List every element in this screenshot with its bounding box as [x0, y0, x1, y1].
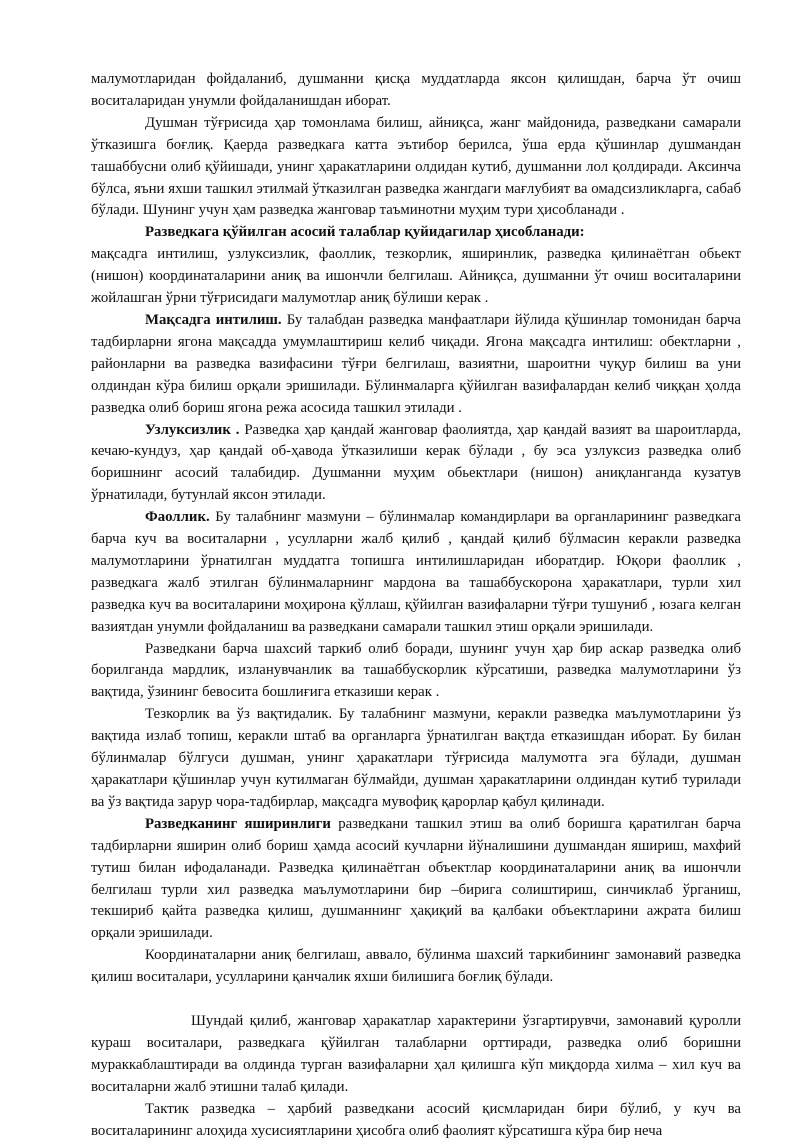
- activity-text: Бу талабнинг мазмуни – бўлинмалар командирлари ва органларининг разведкага барча куч ва воситаларни , усулларни жалб қилиб , қандай қилиб бўлмасин керакли разведка малумотларини ўрнатилган муддатга топишга интилишларидан иборатдир. Юқори фаоллик , разведкага жалб этилган бўлинмаларнинг мардона ва ташаббускорона ҳаракатлари, турли хил разведка куч ва воситаларини моҳирона қўллаш, қўйилган вазифаларни тўғри тушуниб , юзага келган вазиятдан унумли фойдаланиш ва разведкани самарали ташкил этиш орқали эришилади.: [91, 509, 741, 635]
- requirements-heading: Разведкага қўйилган асосий талаблар қуйидагилар ҳисобланади:: [145, 224, 585, 241]
- paragraph-10: Координаталарни аниқ белгилаш, аввало, бўлинма шахсий таркибининг замонавий разведка қилиш воситалари, усулларини қанчалик яхши билишига боғлиқ бўлади.: [91, 947, 741, 986]
- continuity-term: Узлуксизлик .: [145, 421, 240, 438]
- requirements-list: мақсадга интилиш, узлуксизлик, фаоллик, тезкорлик, яширинлик, разведка қилинаётган обьект (нишон) координаталарини аниқ ва ишончли белгилаш. Айниқса, душманни ўт очиш воситаларини жойлашган ўрни тўғрисидаги малумотлар аниқ бўлиши керак .: [91, 246, 741, 307]
- paragraph-1: малумотларидан фойдаланиб, душманни қисқа муддатларда яксон қилишдан, барча ўт очиш воситаларидан унумли фойдаланишдан иборат.: [91, 71, 741, 109]
- continuity-text: Разведка ҳар қандай жанговар фаолиятда, ҳар қандай вазият ва шароитларда, кечаю-кундуз, ҳар қандай об-ҳавода ўтказилиши керак бўлади , бу эса узлуксиз разведка олиб боришнинг асосий талабидир. Душманни муҳим обьектлари (нишон) аниқланганда кузатув ўрнатилади, бутунлай яксон этилади.: [91, 421, 741, 504]
- secrecy-text: разведкани ташкил этиш ва олиб боришга қаратилган барча тадбирларни яширин олиб бориш ҳамда асосий кучларни йўналишини душмандан яшириш, махфий тутиш билан ифодаланади. Разведка қилинаётган объектлар координаталарини аниқ ва ишончли белгилаш турли хил разведка маълумотларини бир –бирига солиштириш, синчиклаб ўрганиш, текшириб қайта разведка қилиш, душманнинг ҳақиқий ва қалбаки объектларини ажрата билиш орқали эришилади.: [91, 815, 741, 942]
- paragraph-6: [91, 507, 741, 638]
- paragraph-5: [91, 420, 741, 508]
- paragraph-7: Разведкани барча шахсий таркиб олиб боради, шунинг учун ҳар бир аскар разведка олиб борилганда мардлик, изланувчанлик ва ташаббускорлик кўрсатиши, разведка малумотларини ўз вақтида, ўзининг бевосита бошлиғига етказиши керак .: [91, 640, 741, 701]
- document-page: [91, 69, 741, 1143]
- activity-term: Фаоллик.: [145, 509, 210, 526]
- paragraph-11: Шундай қилиб, жанговар ҳаракатлар характерини ўзгартирувчи, замонавий қуролли кураш воситалари, разведкага қўйилган талабларни орттиради, разведка олиб боришни мураккаблаштиради ва олдинда турган вазифаларни ҳал қилишга кўп миқдорда хилма – хил куч ва воситаларни жалб этишни талаб қилади.: [91, 1013, 741, 1095]
- paragraph-3: [91, 222, 741, 310]
- paragraph-8: Тезкорлик ва ўз вақтидалик. Бу талабнинг мазмуни, керакли разведка маълумотларини ўз вақтида излаб топиш, керакли штаб ва органларга ўрнатилган вақтда етказишдан иборат. Бу билан бўлинмалар бўлгуси душман, унинг ҳаракатлари тўғрисида малумотга эга бўлади, душман ҳаракатлари қўшинлар учун кутилмаган бўлмайди, душман ҳаракатларини олдиндан кутиб турилади ва ўз вақтида зарур чора-тадбирлар, мақсадга мувофиқ қарорлар қабул қилинади.: [91, 706, 741, 810]
- paragraph-12: Тактик разведка – ҳарбий разведкани асосий қисмларидан бири бўлиб, у куч ва воситаларининг алоҳида хусисиятларини ҳисобга олиб фаолият кўрсатишга кўра бир неча: [91, 1100, 741, 1139]
- purposefulness-text: Бу талабдан разведка манфаатлари йўлида қўшинлар томонидан барча тадбирларни ягона мақсадда умумлаштириш келиб чиқади. Ягона мақсадга интилиш: обектларни , районларни ва разведка вазифасини тўғри белгилаш, вазиятни, шароитни чуқур билиш ва уни олдиндан кўра билиш орқали эришилади. Бўлинмаларга қўйилган вазифалардан келиб чиққан ҳолда разведка олиб бориш ягона режа асосида ташкил этилади .: [91, 311, 742, 416]
- paragraph-9: [91, 814, 741, 945]
- secrecy-term: Разведканинг яширинлиги: [145, 815, 331, 832]
- paragraph-2: Душман тўғрисида ҳар томонлама билиш, айниқса, жанг майдонида, разведкани самарали ўтказишга боғлиқ. Қаерда разведкага катта эътибор берилса, ўша ерда қўшинлар душмандан ташаббусни олиб қўйишади, унинг ҳаракатларини олдидан кутиб, душманни лол қолдиради. Аксинча бўлса, яъни яхши ташкил этилмай ўтказилган разведка жангдаги мағлубият ва омадсизликларга, сабаб бўлади. Шунинг учун ҳам разведка жанговар таъминотни муҳим тури ҳисобланади .: [91, 114, 741, 219]
- paragraph-gap: [91, 989, 741, 1011]
- purposefulness-term: Мақсадга интилиш.: [145, 311, 282, 328]
- paragraph-4: [91, 310, 741, 420]
